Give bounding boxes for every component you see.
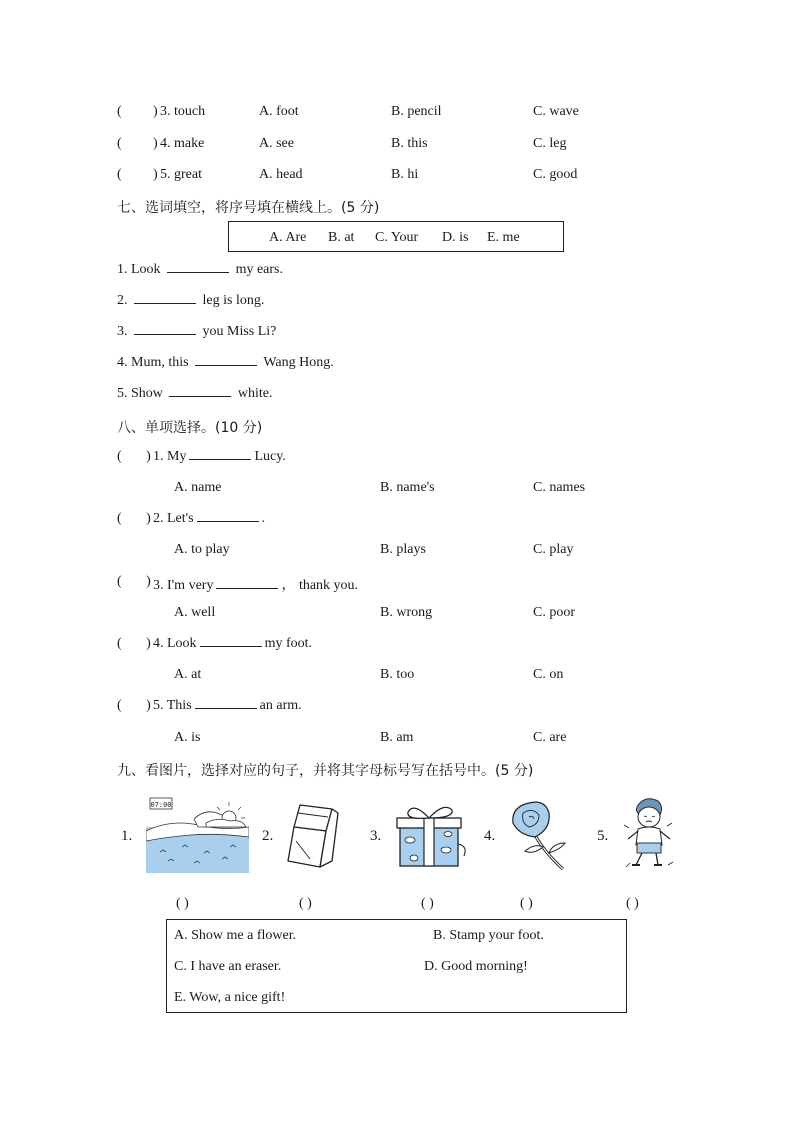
- option-c: C. on: [533, 667, 564, 682]
- section8-title: 八、单项选择。(10 分): [117, 420, 263, 436]
- picture-number: 2.: [262, 828, 274, 844]
- option-b: B. plays: [380, 542, 426, 557]
- option-c: C. play: [533, 542, 574, 557]
- flower-picture: [505, 799, 569, 871]
- mc-question: [153, 511, 265, 527]
- option-a: A. name: [174, 480, 222, 495]
- fill-item: [117, 293, 264, 309]
- mc-question-post: Lucy.: [254, 449, 286, 464]
- mc-question: [153, 698, 302, 714]
- option-b: B. pencil: [391, 104, 442, 119]
- answer-blank: [189, 458, 251, 460]
- mc-question-post: ， thank you.: [281, 578, 359, 593]
- sentence-option: E. Wow, a nice gift!: [174, 990, 286, 1005]
- fill-item-post: my ears.: [235, 262, 283, 277]
- picture-answer-paren[interactable]: ( ): [176, 896, 189, 911]
- answer-blank[interactable]: [169, 395, 231, 397]
- option-a: A. at: [174, 667, 202, 682]
- sentence-option: C. I have an eraser.: [174, 959, 282, 974]
- answer-paren[interactable]: ( ): [117, 574, 151, 589]
- option-c: C. names: [533, 480, 586, 495]
- boy-stamping-picture: [620, 795, 680, 875]
- eraser-picture: [284, 801, 342, 871]
- picture-number: 5.: [597, 828, 609, 844]
- option-c: C. wave: [533, 104, 579, 119]
- word-option: A. Are: [269, 230, 307, 245]
- fill-item-post: leg is long.: [202, 293, 265, 308]
- mc-question-pre: 5. This: [153, 698, 192, 713]
- answer-blank[interactable]: [134, 333, 196, 335]
- word-option: B. at: [328, 230, 355, 245]
- fill-item-pre: 4. Mum, this: [117, 355, 189, 370]
- question-word: 4. make: [160, 136, 205, 151]
- answer-blank: [195, 707, 257, 709]
- word-option: E. me: [487, 230, 520, 245]
- fill-item-pre: 2.: [117, 293, 128, 308]
- answer-blank[interactable]: [167, 271, 229, 273]
- answer-paren-open: (: [117, 136, 122, 151]
- section7-title: 七、选词填空，将序号填在横线上。(5 分): [117, 200, 380, 216]
- answer-paren-close: ): [153, 104, 158, 119]
- answer-blank: [200, 645, 262, 647]
- option-a: A. is: [174, 730, 201, 745]
- gift-box-picture: [394, 804, 470, 870]
- mc-question-post: .: [261, 511, 266, 526]
- picture-number: 1.: [121, 828, 133, 844]
- picture-number: 4.: [484, 828, 496, 844]
- fill-item-post: Wang Hong.: [263, 355, 334, 370]
- option-a: A. head: [259, 167, 303, 182]
- mc-question: [153, 449, 286, 465]
- answer-blank: [197, 520, 259, 522]
- fill-item-post: white.: [237, 386, 273, 401]
- question-word: 3. touch: [160, 104, 206, 119]
- fill-item: [117, 386, 273, 402]
- fill-item-pre: 3.: [117, 324, 128, 339]
- picture-answer-paren[interactable]: ( ): [421, 896, 434, 911]
- mc-question-post: my foot.: [264, 636, 313, 651]
- answer-paren[interactable]: ( ): [117, 698, 151, 713]
- answer-blank: [216, 587, 278, 589]
- picture-number: 3.: [370, 828, 382, 844]
- answer-paren[interactable]: ( ): [117, 449, 151, 464]
- answer-paren-close: ): [153, 167, 158, 182]
- option-c: C. are: [533, 730, 567, 745]
- answer-paren-close: ): [153, 136, 158, 151]
- fill-item: [117, 262, 283, 278]
- option-a: A. well: [174, 605, 216, 620]
- section9-title: 九、看图片，选择对应的句子，并将其字母标号写在括号中。(5 分): [117, 763, 534, 779]
- picture-answer-paren[interactable]: ( ): [626, 896, 639, 911]
- answer-blank[interactable]: [134, 302, 196, 304]
- option-b: B. this: [391, 136, 428, 151]
- option-b: B. too: [380, 667, 415, 682]
- question-word: 5. great: [160, 167, 202, 182]
- option-b: B. wrong: [380, 605, 433, 620]
- option-b: B. name's: [380, 480, 435, 495]
- answer-paren-open: (: [117, 167, 122, 182]
- option-a: A. to play: [174, 542, 230, 557]
- fill-item: [117, 355, 334, 371]
- mc-question: [153, 574, 358, 594]
- fill-item-pre: 5. Show: [117, 386, 163, 401]
- mc-question-pre: 4. Look: [153, 636, 197, 651]
- option-c: C. good: [533, 167, 578, 182]
- fill-item-post: you Miss Li?: [202, 324, 277, 339]
- answer-paren[interactable]: ( ): [117, 511, 151, 526]
- sentence-option: A. Show me a flower.: [174, 928, 297, 943]
- option-a: A. foot: [259, 104, 299, 119]
- option-b: B. am: [380, 730, 414, 745]
- option-a: A. see: [259, 136, 294, 151]
- mc-question-pre: 2. Let's: [153, 511, 194, 526]
- word-bank: [228, 221, 564, 252]
- option-c: C. poor: [533, 605, 575, 620]
- picture-answer-paren[interactable]: ( ): [520, 896, 533, 911]
- option-b: B. hi: [391, 167, 419, 182]
- fill-item-pre: 1. Look: [117, 262, 161, 277]
- word-option: C. Your: [375, 230, 419, 245]
- answer-paren-open: (: [117, 104, 122, 119]
- answer-paren[interactable]: ( ): [117, 636, 151, 651]
- mc-question-post: an arm.: [259, 698, 302, 713]
- mc-question-pre: 1. My: [153, 449, 187, 464]
- fill-item: [117, 324, 276, 340]
- mc-question: [153, 636, 312, 652]
- sentence-option: B. Stamp your foot.: [433, 928, 544, 943]
- morning-landscape-picture: [146, 797, 249, 873]
- mc-question-pre: 3. I'm very: [153, 578, 214, 593]
- sentence-option: D. Good morning!: [424, 959, 528, 974]
- word-option: D. is: [442, 230, 469, 245]
- answer-blank[interactable]: [195, 364, 257, 366]
- clock-time: 07:00: [150, 801, 172, 809]
- picture-answer-paren[interactable]: ( ): [299, 896, 312, 911]
- sentence-options-box: [166, 919, 627, 1013]
- option-c: C. leg: [533, 136, 567, 151]
